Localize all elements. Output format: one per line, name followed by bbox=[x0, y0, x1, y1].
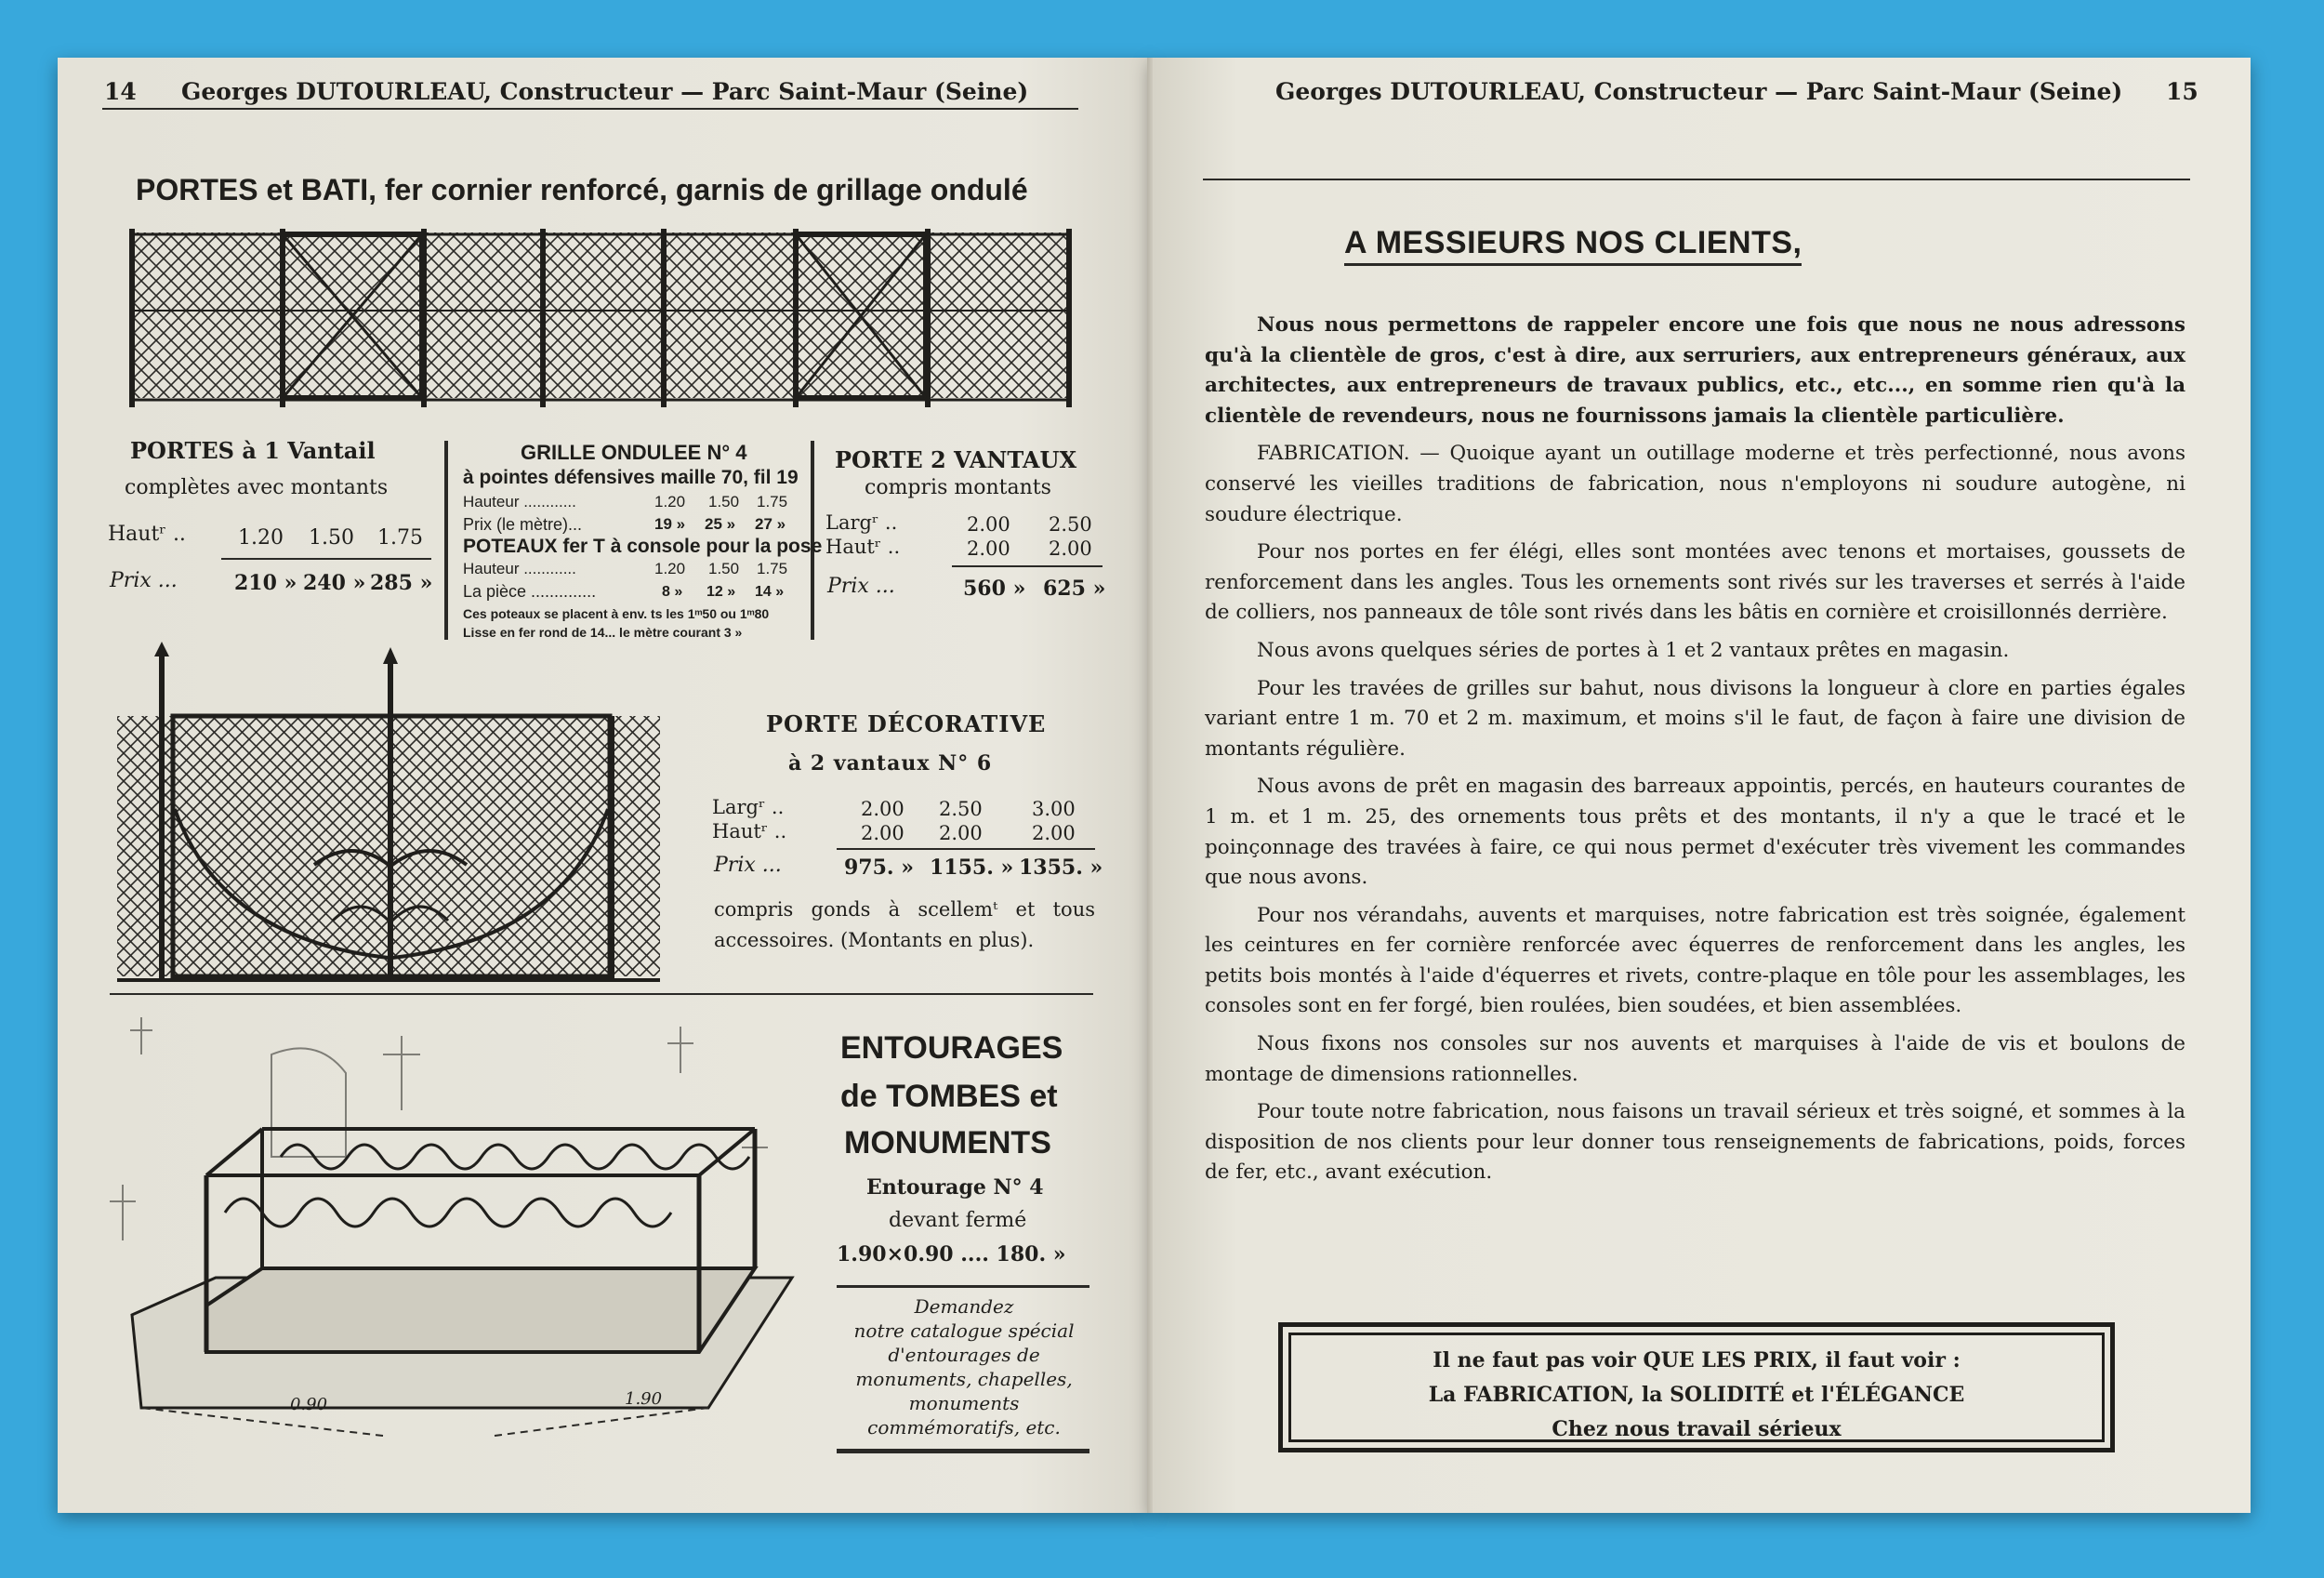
portes-1-haut-1: 1.20 bbox=[238, 526, 284, 550]
poteaux-piece-3: 14 » bbox=[755, 584, 785, 600]
grille-prix-1: 19 » bbox=[654, 515, 686, 533]
grille-subtitle: à pointes défensives maille 70, fil 19 bbox=[463, 467, 799, 488]
catalogue-line-1: Demandez bbox=[914, 1295, 1014, 1318]
portes-1-prix-2: 240 » bbox=[303, 571, 366, 595]
portes-1-prix-3: 285 » bbox=[370, 571, 433, 595]
dimension-width-label: 0.90 bbox=[290, 1395, 328, 1414]
poteaux-hauteur-label: Hauteur ............ bbox=[463, 560, 576, 577]
porte-2-larg-2: 2.50 bbox=[1049, 513, 1092, 536]
portes-1-prix-label: Prix ... bbox=[110, 569, 178, 592]
porte-2-larg-label: Largʳ .. bbox=[825, 511, 898, 534]
grille-title: GRILLE ONDULEE N° 4 bbox=[521, 441, 747, 464]
porte-decorative-haut-1: 2.00 bbox=[861, 822, 905, 844]
portes-1-haut-2: 1.50 bbox=[309, 526, 354, 550]
porte-2-haut-1: 2.00 bbox=[967, 537, 1010, 560]
porte-decorative-prix-label: Prix ... bbox=[714, 854, 782, 877]
porte-2-prix-1: 560 » bbox=[963, 577, 1026, 601]
tomb-surround-drawing bbox=[104, 999, 829, 1464]
porte-2-haut-2: 2.00 bbox=[1049, 537, 1092, 560]
catalogue-line-2: notre catalogue spécial bbox=[853, 1319, 1075, 1342]
grille-hauteur-label: Hauteur ............ bbox=[463, 493, 576, 511]
paragraph-6: Nous avons de prêt en magasin des barreaux appointis, percés, en hauteurs courantes de 1 m. et 1 m. 25, des ornements tous prêts et des montants, il n'y a que le tracé et le poinçonnage des travées à faire, ce qui nous permet d'exécuter très vivement les commandes que nous avons. bbox=[1205, 775, 2185, 890]
entourage-model: Entourage N° 4 bbox=[866, 1175, 1044, 1200]
catalogue-line-6: commémoratifs, etc. bbox=[867, 1416, 1061, 1439]
porte-2-vantaux-subtitle: compris montants bbox=[865, 476, 1051, 499]
dimension-length-label: 1.90 bbox=[625, 1389, 663, 1409]
portes-1-prix-1: 210 » bbox=[234, 571, 297, 595]
paragraph-5: Pour les travées de grilles sur bahut, nous divisons la longueur à clore en parties égales variant entre 1 m. 70 et 2 m. maximum, et moins s'il le faut, de façon à faire une division de montants régulière. bbox=[1205, 676, 2185, 761]
paragraph-7: Pour nos vérandahs, auvents et marquises, notre fabrication est très soignée, également les ceintures en fer cornière renforcée avec équerres de renforcement dans les angles, les petits bois montés à l'aide d'équerres et rivets, contre-plaque en tôle pour les assemblages, les consoles sont en fer forgé, bien roulées, bien soudées, et bien assemblées. bbox=[1205, 903, 2185, 1018]
paragraph-1: Nous nous permettons de rappeler encore une fois que nous ne nous adressons qu'à la clientèle de gros, c'est à dire, aux serruriers, aux entrepreneurs généraux, aux architectes, aux entrepreneurs de travaux publics, etc., etc..., en somme rien qu'à la clientèle de revendeurs, nous ne fournissons jamais la clientèle particulière. bbox=[1205, 313, 2185, 428]
notice-line-1: Il ne faut pas voir QUE LES PRIX, il faut voir : bbox=[1433, 1348, 1961, 1372]
right-running-header: Georges DUTOURLEAU, Constructeur — Parc Saint-Maur (Seine) bbox=[1275, 78, 2123, 105]
porte-decorative-haut-3: 2.00 bbox=[1032, 822, 1076, 844]
portes-1-vantail-title: PORTES à 1 Vantail bbox=[130, 437, 376, 464]
right-page-title: A MESSIEURS NOS CLIENTS, bbox=[1344, 225, 1802, 266]
notice-line-2: La FABRICATION, la SOLIDITÉ et l'ÉLÉGANCE bbox=[1428, 1383, 1965, 1407]
porte-decorative-larg-label: Largʳ .. bbox=[712, 796, 785, 818]
decorative-gate-drawing bbox=[110, 642, 667, 995]
entourages-title-2: de TOMBES et bbox=[840, 1079, 1058, 1114]
entourages-title-3: MONUMENTS bbox=[844, 1125, 1051, 1160]
porte-decorative-larg-1: 2.00 bbox=[861, 798, 905, 820]
portes-1-vantail-subtitle: complètes avec montants bbox=[125, 476, 389, 499]
entourage-size-price: 1.90×0.90 .... 180. » bbox=[837, 1242, 1066, 1266]
notice-box bbox=[1278, 1322, 2115, 1452]
grille-hauteur-1: 1.20 bbox=[654, 493, 686, 511]
poteaux-piece-label: La pièce .............. bbox=[463, 582, 597, 601]
poteaux-note-1: Ces poteaux se placent à env. ts les 1ᵐ50 ou 1ᵐ80 bbox=[463, 606, 770, 621]
porte-2-rule bbox=[952, 565, 1103, 567]
poteaux-hauteur-3: 1.75 bbox=[757, 560, 788, 577]
right-page-number: 15 bbox=[2166, 78, 2199, 105]
grille-hauteur-3: 1.75 bbox=[757, 493, 788, 511]
paragraph-9: Pour toute notre fabrication, nous faisons un travail sérieux et très soigné, et sommes à la disposition de nos clients pour leur donner tous renseignements de fabrications, poids, forces de fer, etc., avant exécution. bbox=[1205, 1100, 2185, 1185]
fence-drawing bbox=[126, 221, 1082, 417]
porte-decorative-prix-3: 1355. » bbox=[1019, 855, 1103, 880]
porte-decorative-rule bbox=[837, 848, 1095, 850]
porte-decorative-larg-3: 3.00 bbox=[1032, 798, 1076, 820]
catalogue-line-3: d'entourages de bbox=[888, 1344, 1040, 1366]
catalogue-line-4: monuments, chapelles, bbox=[855, 1368, 1073, 1390]
entourage-model-sub: devant fermé bbox=[889, 1209, 1027, 1232]
paragraph-4: Nous avons quelques séries de portes à 1 et 2 vantaux prêtes en magasin. bbox=[1257, 638, 2010, 662]
porte-2-vantaux-title: PORTE 2 VANTAUX bbox=[835, 446, 1077, 473]
section-divider bbox=[110, 993, 1093, 995]
poteaux-piece-2: 12 » bbox=[706, 584, 736, 600]
porte-decorative-note: compris gonds à scellemᵗ et tous accessoires. (Montants en plus). bbox=[714, 898, 1095, 951]
grille-prix-label: Prix (le mètre)... bbox=[463, 515, 583, 534]
left-running-header: Georges DUTOURLEAU, Constructeur — Parc Saint-Maur (Seine) bbox=[181, 78, 1029, 105]
poteaux-note-2: Lisse en fer rond de 14... le mètre courant 3 » bbox=[463, 625, 743, 640]
porte-decorative-larg-2: 2.50 bbox=[939, 798, 983, 820]
grille-prix-3: 27 » bbox=[755, 515, 786, 533]
left-header-rule bbox=[102, 108, 1078, 110]
notice-line-3: Chez nous travail sérieux bbox=[1552, 1417, 1842, 1441]
poteaux-title: POTEAUX fer T à console pour la pose bbox=[463, 536, 823, 557]
catalogue-line-5: monuments bbox=[908, 1392, 1020, 1414]
porte-decorative-prix-2: 1155. » bbox=[930, 855, 1014, 880]
catalogue-note bbox=[833, 1294, 1095, 1439]
booklet-spine bbox=[1147, 58, 1153, 1513]
left-page-number: 14 bbox=[104, 78, 137, 105]
grille-left-border bbox=[444, 441, 448, 640]
porte-decorative-prix-1: 975. » bbox=[844, 855, 914, 880]
portes-1-rule bbox=[221, 558, 431, 560]
right-page-body bbox=[1205, 311, 2185, 1196]
portes-1-haut-3: 1.75 bbox=[377, 526, 423, 550]
porte-2-larg-1: 2.00 bbox=[967, 513, 1010, 536]
portes-1-haut-label: Hautʳ .. bbox=[108, 523, 186, 546]
porte-decorative-title: PORTE DÉCORATIVE bbox=[766, 710, 1047, 737]
porte-2-prix-2: 625 » bbox=[1043, 577, 1106, 601]
entourages-title-1: ENTOURAGES bbox=[840, 1030, 1063, 1066]
fence-illustration bbox=[126, 221, 1082, 417]
paragraph-2: FABRICATION. — Quoique ayant un outillage moderne et très perfectionné, nous avons conservé les vieilles traditions de fabrication, nous n'employons ni soudure autogène, ni soudure électrique. bbox=[1205, 442, 2185, 526]
poteaux-hauteur-2: 1.50 bbox=[708, 560, 740, 577]
porte-decorative-haut-label: Hautʳ .. bbox=[712, 820, 787, 842]
tomb-surround-illustration bbox=[104, 999, 829, 1464]
paragraph-8: Nous fixons nos consoles sur nos auvents et marquises à l'aide de vis et boulons de montage de dimensions rationnelles. bbox=[1205, 1032, 2185, 1086]
catalogue-top-rule bbox=[837, 1285, 1089, 1288]
catalogue-bottom-rule bbox=[837, 1449, 1089, 1453]
left-page-title: PORTES et BATI, fer cornier renforcé, garnis de grillage ondulé bbox=[136, 173, 1028, 206]
poteaux-piece-1: 8 » bbox=[662, 584, 683, 600]
porte-decorative-subtitle: à 2 vantaux N° 6 bbox=[788, 751, 993, 776]
poteaux-hauteur-1: 1.20 bbox=[654, 560, 686, 577]
right-header-rule bbox=[1203, 179, 2190, 180]
decorative-gate-illustration bbox=[110, 642, 667, 995]
porte-2-haut-label: Hautʳ .. bbox=[825, 536, 901, 558]
grille-prix-2: 25 » bbox=[705, 515, 736, 533]
porte-2-prix-label: Prix ... bbox=[827, 575, 895, 598]
paragraph-3: Pour nos portes en fer élégi, elles sont montées avec tenons et mortaises, goussets de renforcement dans les angles. Tous les ornements sont rivés sur les traverses et serrés à l'aide de colliers, nos panneaux de tôle sont rivés dans les bâtis en cornière et croisillonnés derrière. bbox=[1205, 540, 2185, 625]
grille-hauteur-2: 1.50 bbox=[708, 493, 740, 511]
porte-decorative-haut-2: 2.00 bbox=[939, 822, 983, 844]
